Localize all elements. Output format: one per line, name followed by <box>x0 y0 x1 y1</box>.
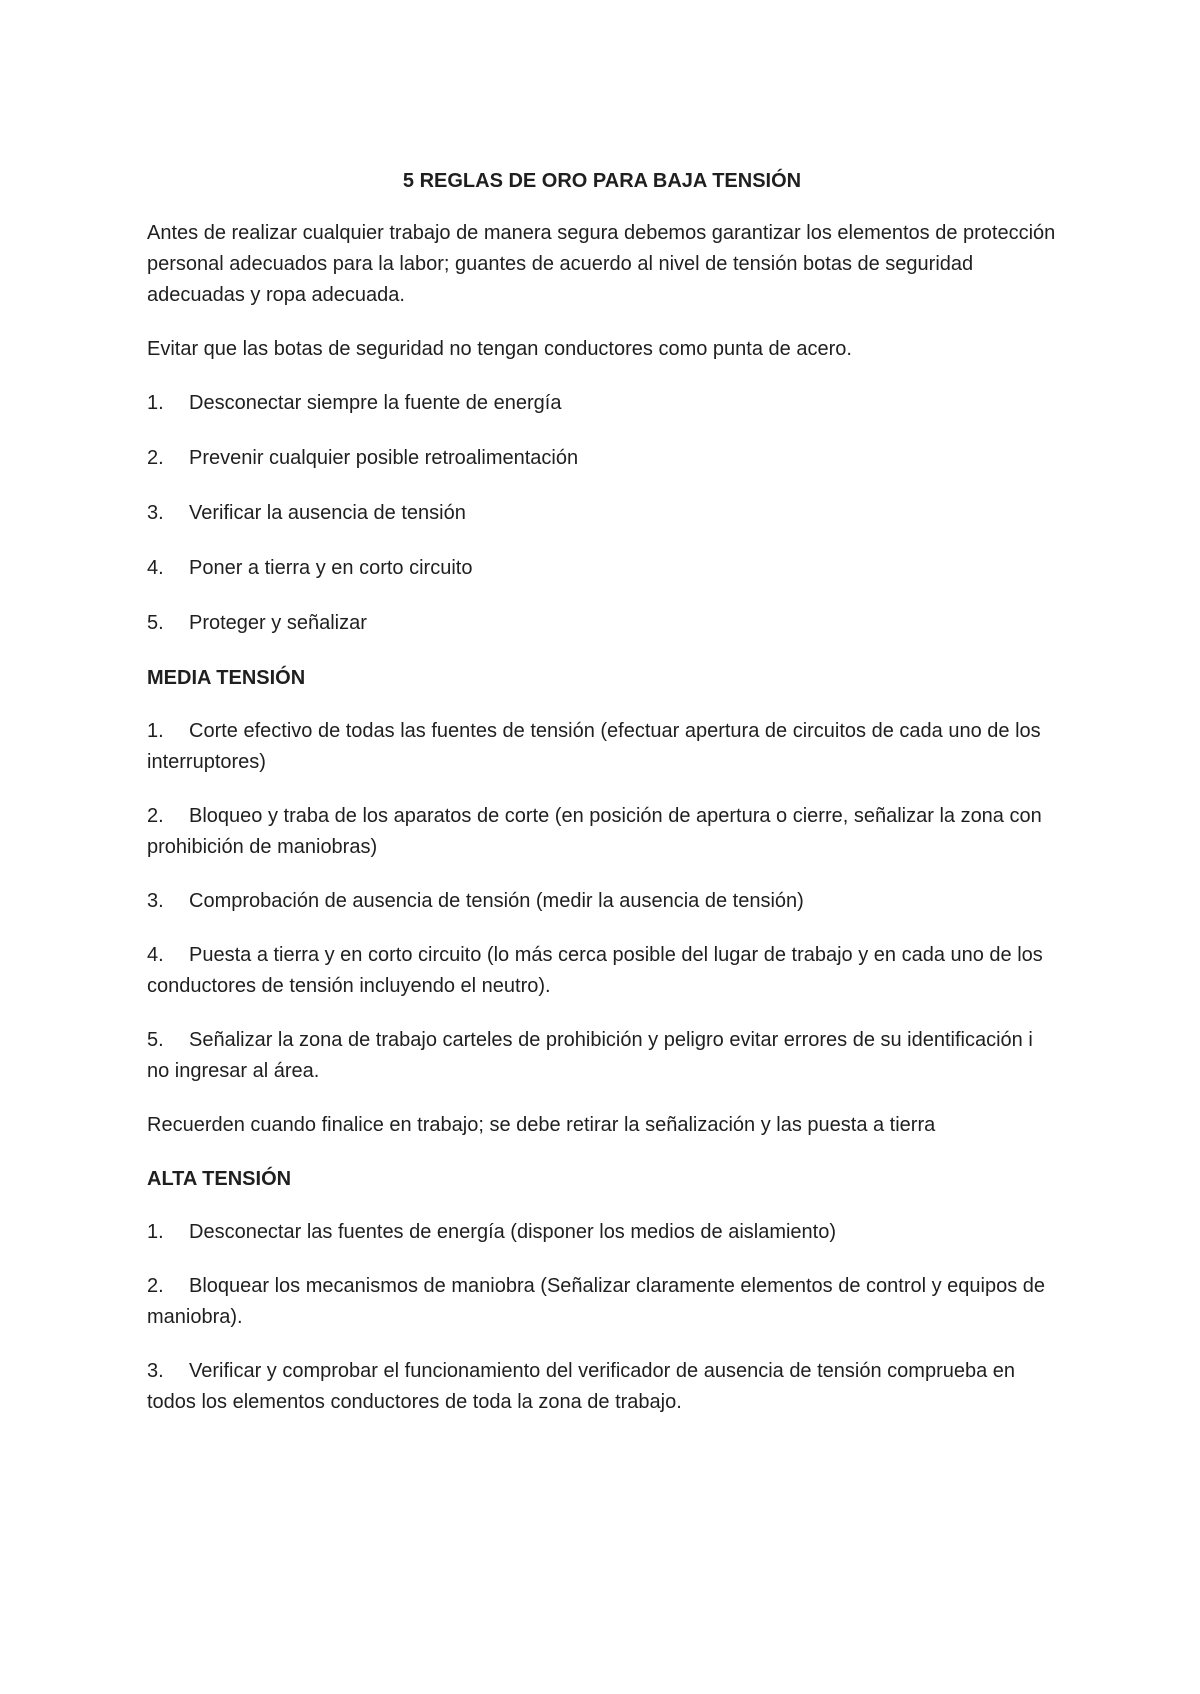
item-text: Prevenir cualquier posible retroalimentación <box>189 447 579 469</box>
list-item <box>147 886 1057 917</box>
document-title: 5 REGLAS DE ORO PARA BAJA TENSIÓN <box>402 170 802 192</box>
item-text: Bloqueo y traba de los aparatos de corte (en posición de apertura o cierre, señalizar la zona con prohibición de maniobras) <box>147 805 1042 858</box>
item-number: 2. <box>147 805 164 827</box>
boots-note: Evitar que las botas de seguridad no tengan conductores como punta de acero. <box>147 338 852 360</box>
item-number: 1. <box>147 720 164 742</box>
list-item <box>147 1025 1057 1087</box>
item-number: 1. <box>147 392 164 414</box>
alta-tension-heading: ALTA TENSIÓN <box>147 1168 292 1190</box>
list-item <box>147 801 1057 863</box>
item-number: 2. <box>147 447 164 469</box>
item-number: 3. <box>147 502 164 524</box>
item-number: 4. <box>147 557 164 579</box>
media-tension-heading: MEDIA TENSIÓN <box>147 667 306 689</box>
item-text: Puesta a tierra y en corto circuito (lo más cerca posible del lugar de trabajo y en cada uno de los conductores de tensión incluyendo el neutro). <box>147 944 1043 997</box>
item-text: Señalizar la zona de trabajo carteles de prohibición y peligro evitar errores de su identificación i no ingresar al área. <box>147 1029 1033 1082</box>
item-number: 5. <box>147 612 164 634</box>
item-text: Desconectar siempre la fuente de energía <box>189 392 562 414</box>
item-number: 3. <box>147 1360 164 1382</box>
list-item <box>147 608 1057 639</box>
item-text: Desconectar las fuentes de energía (disponer los medios de aislamiento) <box>189 1221 837 1243</box>
alta-tension-list <box>147 1217 1057 1418</box>
baja-tension-list <box>147 388 1057 639</box>
item-number: 3. <box>147 890 164 912</box>
list-item <box>147 498 1057 529</box>
item-text: Bloquear los mecanismos de maniobra (Señalizar claramente elementos de control y equipos de maniobra). <box>147 1275 1046 1328</box>
item-number: 4. <box>147 944 164 966</box>
item-text: Corte efectivo de todas las fuentes de tensión (efectuar apertura de circuitos de cada uno de los interruptores) <box>147 720 1041 773</box>
reminder-paragraph: Recuerden cuando finalice en trabajo; se debe retirar la señalización y las puesta a tierra <box>147 1114 936 1136</box>
document-page <box>147 166 1057 1441</box>
media-tension-list <box>147 716 1057 1087</box>
item-text: Verificar la ausencia de tensión <box>189 502 466 524</box>
item-text: Comprobación de ausencia de tensión (medir la ausencia de tensión) <box>189 890 804 912</box>
list-item <box>147 553 1057 584</box>
list-item <box>147 1356 1057 1418</box>
item-number: 1. <box>147 1221 164 1243</box>
item-text: Verificar y comprobar el funcionamiento del verificador de ausencia de tensión comprueba en todos los elementos conductores de toda la zona de trabajo. <box>147 1360 1016 1413</box>
list-item <box>147 940 1057 1002</box>
list-item <box>147 716 1057 778</box>
item-text: Proteger y señalizar <box>189 612 367 634</box>
intro-paragraph: Antes de realizar cualquier trabajo de manera segura debemos garantizar los elementos de protección personal adecuados para la labor; guantes de acuerdo al nivel de tensión botas de seguridad adecuadas y ropa adecuada. <box>147 222 1056 306</box>
item-text: Poner a tierra y en corto circuito <box>189 557 473 579</box>
list-item <box>147 1217 1057 1248</box>
list-item <box>147 443 1057 474</box>
list-item <box>147 1271 1057 1333</box>
item-number: 2. <box>147 1275 164 1297</box>
list-item <box>147 388 1057 419</box>
item-number: 5. <box>147 1029 164 1051</box>
